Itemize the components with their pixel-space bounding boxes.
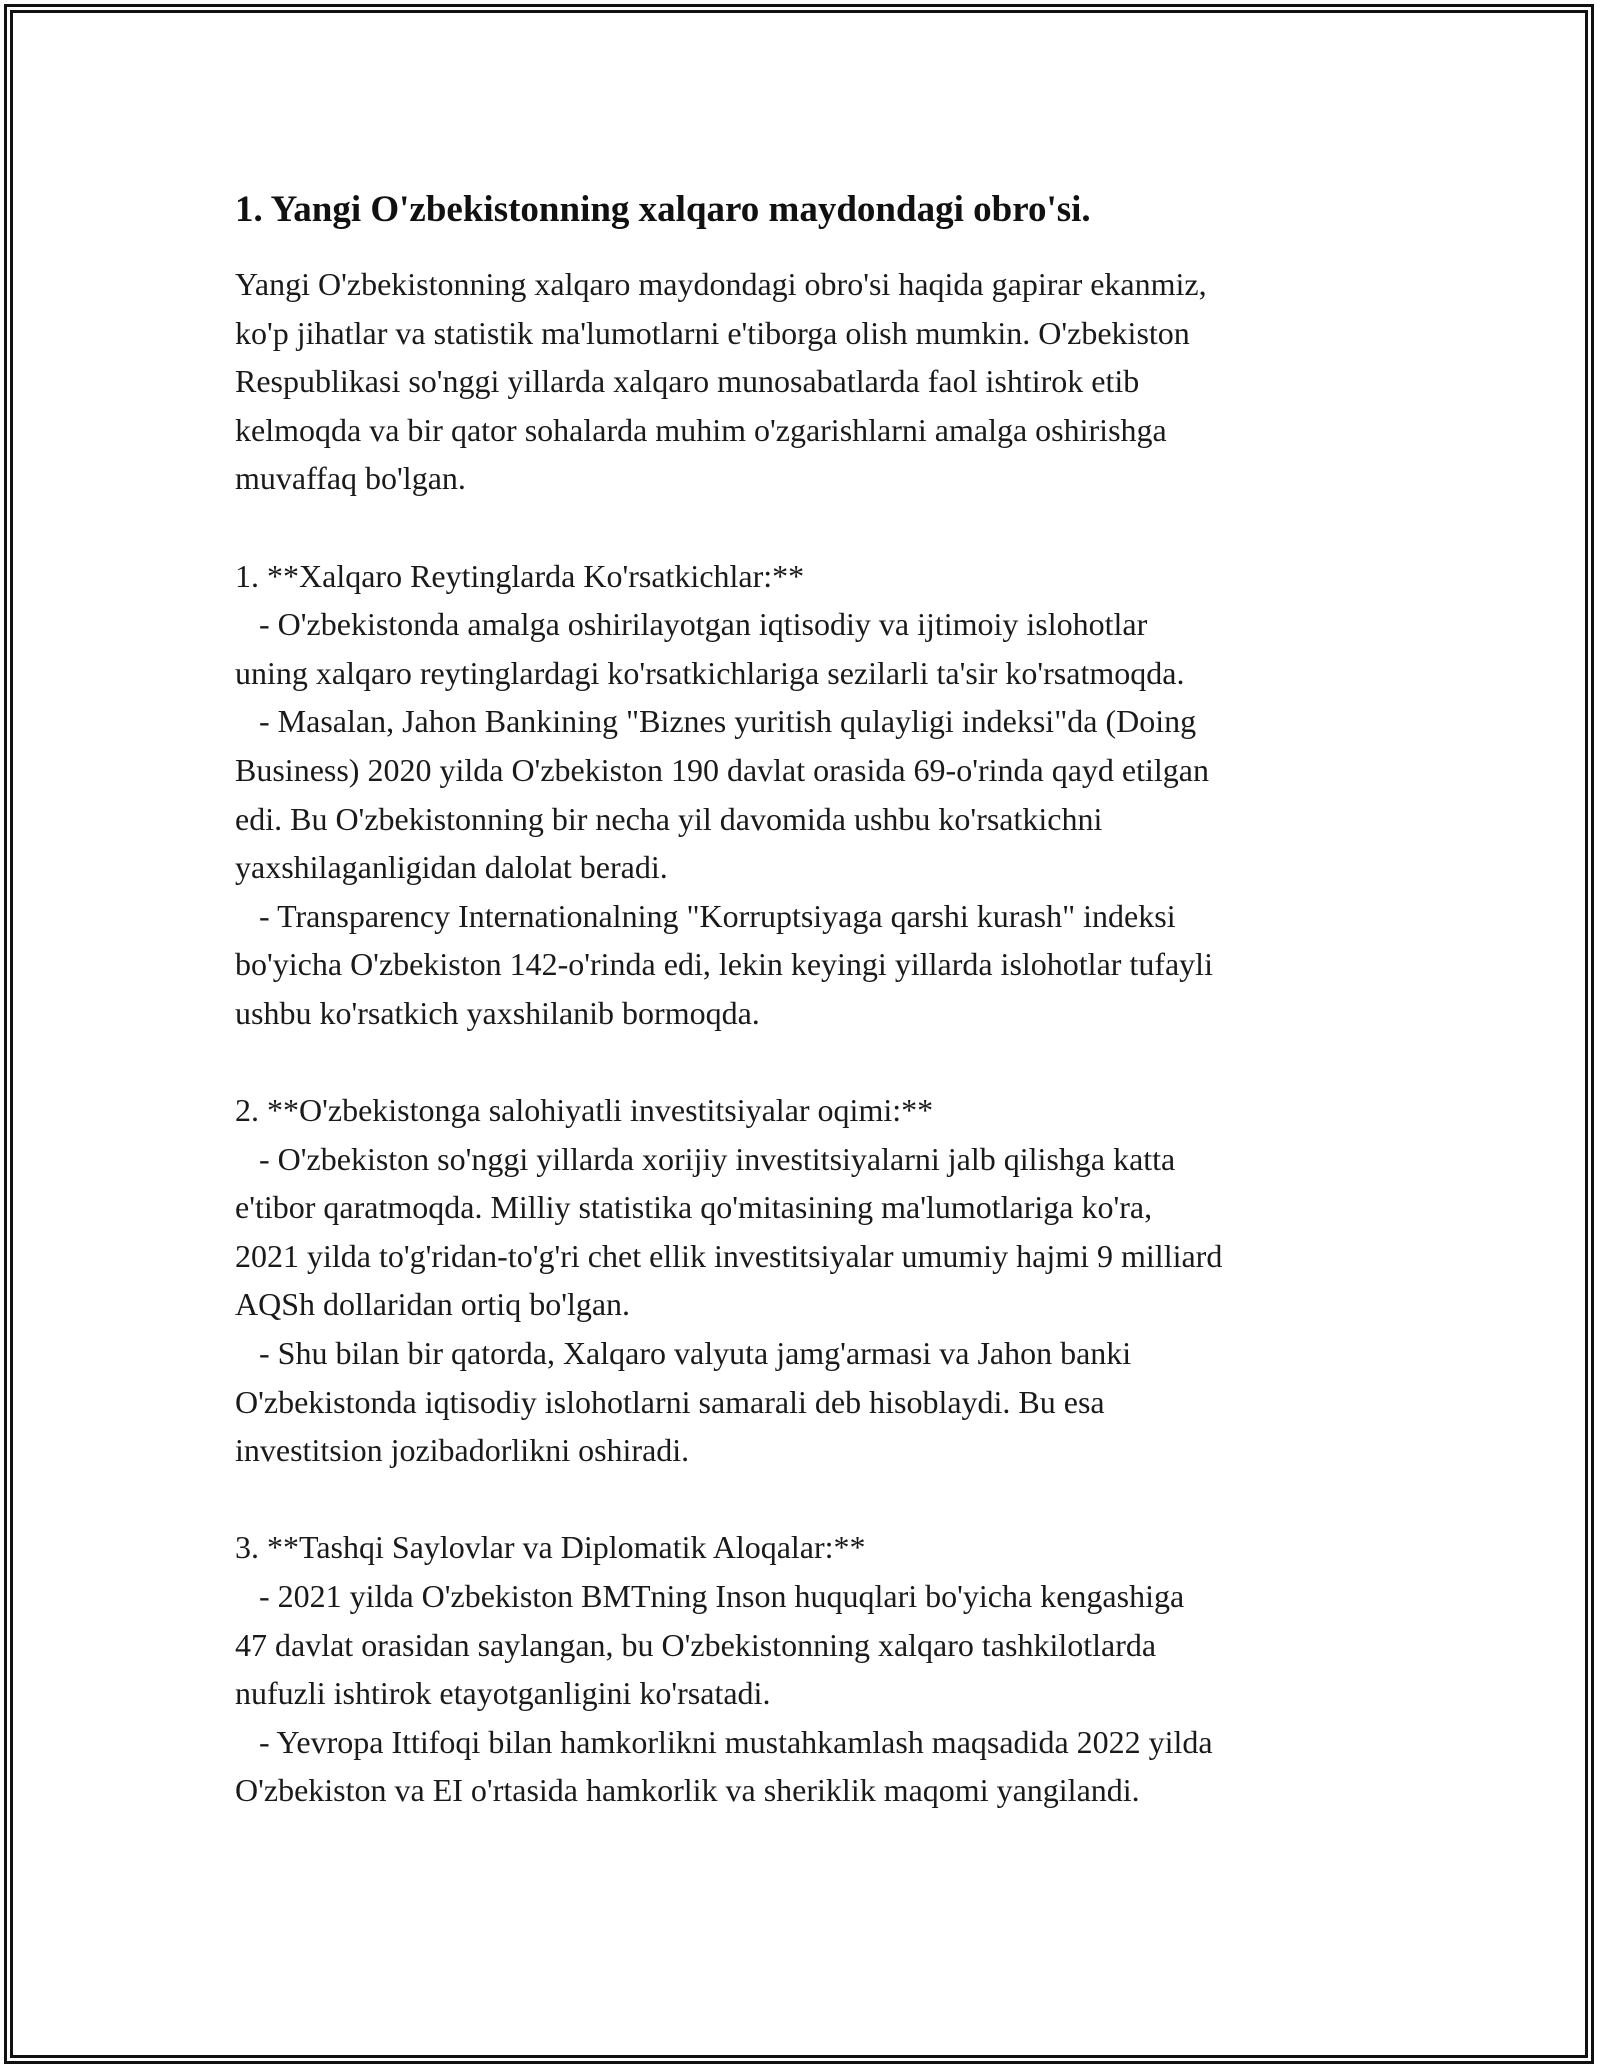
text-line: 2021 yilda to'g'ridan-to'g'ri chet ellik investitsiyalar umumiy hajmi 9 milliard: [235, 1237, 1223, 1274]
text-line: Business) 2020 yilda O'zbekiston 190 davlat orasida 69-o'rinda qayd etilgan: [235, 751, 1209, 788]
text-line: muvaffaq bo'lgan.: [235, 460, 466, 497]
text-line: - Shu bilan bir qatorda, Xalqaro valyuta jamg'armasi va Jahon banki: [235, 1335, 1132, 1372]
text-line: Respublikasi so'nggi yillarda xalqaro munosabatlarda faol ishtirok etib: [235, 363, 1140, 400]
document-title: 1. Yangi O'zbekistonning xalqaro maydondagi obro'si.: [235, 189, 1091, 230]
text-line: 3. **Tashqi Saylovlar va Diplomatik Aloqalar:**: [235, 1529, 866, 1566]
text-line: O'zbekistonda iqtisodiy islohotlarni samarali deb hisoblaydi. Bu esa: [235, 1383, 1105, 1420]
text-line: - Transparency Internationalning "Korruptsiyaga qarshi kurash" indeksi: [235, 897, 1176, 934]
text-line: investitsion jozibadorlikni oshiradi.: [235, 1432, 690, 1469]
document-body: [235, 186, 1385, 1815]
text-line: - 2021 yilda O'zbekiston BMTning Inson huquqlari bo'yicha kengashiga: [235, 1578, 1185, 1615]
text-line: ko'p jihatlar va statistik ma'lumotlarni e'tiborga olish mumkin. O'zbekiston: [235, 314, 1190, 351]
text-line: AQSh dollaridan ortiq bo'lgan.: [235, 1286, 631, 1323]
blank-line: [235, 1475, 1385, 1524]
text-line: - Yevropa Ittifoqi bilan hamkorlikni mustahkamlash maqsadida 2022 yilda: [235, 1723, 1213, 1760]
text-line: - O'zbekiston so'nggi yillarda xorijiy investitsiyalarni jalb qilishga katta: [235, 1140, 1176, 1177]
text-line: e'tibor qaratmoqda. Milliy statistika qo'mitasining ma'lumotlariga ko'ra,: [235, 1189, 1153, 1226]
text-line: 1. **Xalqaro Reytinglarda Ko'rsatkichlar:**: [235, 557, 805, 594]
text-line: nufuzli ishtirok etayotganligini ko'rsatadi.: [235, 1675, 771, 1712]
text-line: - O'zbekistonda amalga oshirilayotgan iqtisodiy va ijtimoiy islohotlar: [235, 606, 1148, 643]
blank-line: [235, 503, 1385, 552]
text-line: - Masalan, Jahon Bankining "Biznes yuritish qulayligi indeksi"da (Doing: [235, 703, 1197, 740]
text-line: bo'yicha O'zbekiston 142-o'rinda edi, lekin keyingi yillarda islohotlar tufayli: [235, 946, 1213, 983]
text-line: Yangi O'zbekistonning xalqaro maydondagi obro'si haqida gapirar ekanmiz,: [235, 266, 1207, 302]
text-line: uning xalqaro reytinglardagi ko'rsatkichlariga sezilarli ta'sir ko'rsatmoqda.: [235, 654, 1185, 691]
text-line: ushbu ko'rsatkich yaxshilanib bormoqda.: [235, 994, 760, 1031]
text-line: O'zbekiston va EI o'rtasida hamkorlik va sheriklik maqomi yangilandi.: [235, 1772, 1140, 1809]
text-line: yaxshilaganligidan dalolat beradi.: [235, 849, 668, 886]
text-line: kelmoqda va bir qator sohalarda muhim o'zgarishlarni amalga oshirishga: [235, 411, 1167, 448]
text-line: 47 davlat orasidan saylangan, bu O'zbekistonning xalqaro tashkilotlarda: [235, 1626, 1157, 1663]
text-line: edi. Bu O'zbekistonning bir necha yil davomida ushbu ko'rsatkichni: [235, 800, 1103, 837]
text-line: 2. **O'zbekistonga salohiyatli investitsiyalar oqimi:**: [235, 1092, 934, 1129]
blank-line: [235, 1038, 1385, 1087]
document-text: [235, 260, 1385, 1815]
